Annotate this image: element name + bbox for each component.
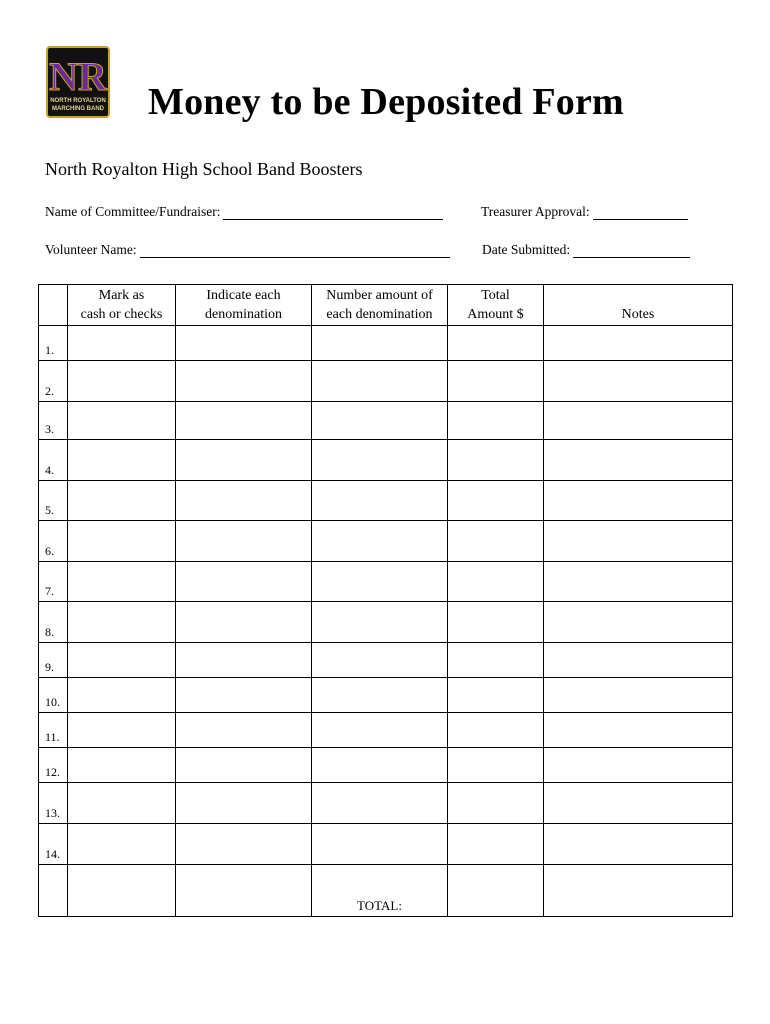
volunteer-input-line[interactable] [140, 245, 450, 258]
table-row [39, 361, 733, 402]
number-amount-cell[interactable] [312, 361, 448, 402]
cash-or-checks-cell[interactable] [68, 562, 176, 602]
cash-or-checks-cell[interactable] [68, 361, 176, 402]
denomination-cell[interactable] [176, 678, 312, 713]
row-number: 3. [39, 402, 68, 440]
committee-input-line[interactable] [223, 207, 443, 220]
denomination-cell[interactable] [176, 361, 312, 402]
notes-cell[interactable] [544, 326, 733, 361]
notes-cell[interactable] [544, 602, 733, 643]
cash-or-checks-cell[interactable] [68, 824, 176, 865]
row-number: 11. [39, 713, 68, 748]
number-amount-cell[interactable] [312, 713, 448, 748]
treasurer-field [481, 204, 688, 220]
total-amount-cell[interactable] [448, 440, 544, 481]
total-amount-header-line1: Total [481, 288, 510, 303]
total-label: TOTAL: [312, 865, 448, 917]
number-amount-cell[interactable] [312, 562, 448, 602]
total-amount-cell[interactable] [448, 643, 544, 678]
table-row [39, 713, 733, 748]
row-number-header [39, 285, 68, 326]
denomination-cell[interactable] [176, 713, 312, 748]
denomination-cell[interactable] [176, 643, 312, 678]
notes-cell[interactable] [544, 402, 733, 440]
notes-cell[interactable] [544, 643, 733, 678]
denomination-cell[interactable] [176, 602, 312, 643]
table-row [39, 326, 733, 361]
number-amount-cell[interactable] [312, 481, 448, 521]
total-amount-cell[interactable] [448, 824, 544, 865]
cash-or-checks-cell[interactable] [68, 402, 176, 440]
notes-cell[interactable] [544, 521, 733, 562]
table-row [39, 748, 733, 783]
cash-or-checks-cell[interactable] [68, 748, 176, 783]
denomination-cell[interactable] [176, 783, 312, 824]
table-row [39, 783, 733, 824]
total-amount-cell[interactable] [448, 602, 544, 643]
row-number: 13. [39, 783, 68, 824]
cash-or-checks-cell[interactable] [68, 678, 176, 713]
table-row [39, 562, 733, 602]
number-amount-cell[interactable] [312, 402, 448, 440]
date-label: Date Submitted: [482, 242, 571, 257]
row-number: 12. [39, 748, 68, 783]
table-row [39, 521, 733, 562]
logo-caption-line2: MARCHING BAND [52, 106, 104, 112]
deposit-table [38, 284, 733, 917]
total-amount-cell[interactable] [448, 562, 544, 602]
table-row [39, 402, 733, 440]
total-amount-cell[interactable] [448, 748, 544, 783]
total-amount-cell[interactable] [448, 713, 544, 748]
cash-or-checks-header [68, 285, 176, 326]
cash-or-checks-cell[interactable] [68, 783, 176, 824]
denomination-header-line1: Indicate each [206, 288, 281, 303]
total-row-number-cell [39, 865, 68, 917]
number-amount-cell[interactable] [312, 440, 448, 481]
denomination-cell[interactable] [176, 748, 312, 783]
row-number: 10. [39, 678, 68, 713]
cash-or-checks-cell[interactable] [68, 440, 176, 481]
notes-cell[interactable] [544, 562, 733, 602]
row-number: 14. [39, 824, 68, 865]
table-row [39, 440, 733, 481]
total-amount-cell[interactable] [448, 361, 544, 402]
denomination-cell[interactable] [176, 824, 312, 865]
row-number: 1. [39, 326, 68, 361]
denomination-cell[interactable] [176, 481, 312, 521]
date-field [482, 242, 690, 258]
row-number: 6. [39, 521, 68, 562]
table-row [39, 643, 733, 678]
table-header-row [39, 285, 733, 326]
logo-monogram: NR [49, 54, 107, 99]
number-amount-header-line2: each denomination [326, 307, 433, 322]
number-amount-cell[interactable] [312, 783, 448, 824]
total-amount-header-line2: Amount $ [467, 307, 524, 322]
notes-cell[interactable] [544, 783, 733, 824]
total-cash-or-checks-cell[interactable] [68, 865, 176, 917]
cash-or-checks-header-line2: cash or checks [80, 307, 163, 322]
cash-or-checks-cell[interactable] [68, 713, 176, 748]
row-number: 9. [39, 643, 68, 678]
total-amount-cell[interactable] [448, 402, 544, 440]
volunteer-field [45, 242, 450, 258]
total-amount-cell[interactable] [448, 678, 544, 713]
cash-or-checks-header-line1: Mark as [98, 288, 145, 303]
row-number: 8. [39, 602, 68, 643]
number-amount-header-line1: Number amount of [326, 288, 433, 303]
committee-label: Name of Committee/Fundraiser: [45, 204, 221, 219]
denomination-cell[interactable] [176, 521, 312, 562]
number-amount-cell[interactable] [312, 824, 448, 865]
notes-cell[interactable] [544, 748, 733, 783]
cash-or-checks-cell[interactable] [68, 326, 176, 361]
total-denomination-cell[interactable] [176, 865, 312, 917]
number-amount-header [312, 285, 448, 326]
table-row [39, 678, 733, 713]
committee-field [45, 204, 443, 220]
total-amount-cell[interactable] [448, 521, 544, 562]
total-amount-header [448, 285, 544, 326]
table-row [39, 602, 733, 643]
denomination-cell[interactable] [176, 402, 312, 440]
notes-cell[interactable] [544, 824, 733, 865]
date-input-line[interactable] [573, 245, 690, 258]
notes-cell[interactable] [544, 713, 733, 748]
total-amount-cell[interactable] [448, 326, 544, 361]
denomination-cell[interactable] [176, 326, 312, 361]
denomination-cell[interactable] [176, 562, 312, 602]
notes-cell[interactable] [544, 361, 733, 402]
form-title: Money to be Deposited Form [148, 81, 624, 123]
notes-cell[interactable] [544, 440, 733, 481]
volunteer-label: Volunteer Name: [45, 242, 137, 257]
number-amount-cell[interactable] [312, 521, 448, 562]
number-amount-cell[interactable] [312, 326, 448, 361]
denomination-header-line2: denomination [205, 307, 282, 322]
total-notes-cell[interactable] [544, 865, 733, 917]
notes-cell[interactable] [544, 481, 733, 521]
total-amount-cell[interactable] [448, 783, 544, 824]
cash-or-checks-cell[interactable] [68, 602, 176, 643]
treasurer-label: Treasurer Approval: [481, 204, 590, 219]
total-row [39, 865, 733, 917]
notes-cell[interactable] [544, 678, 733, 713]
denomination-header [176, 285, 312, 326]
table-row [39, 824, 733, 865]
row-number: 7. [39, 562, 68, 602]
organization-name: North Royalton High School Band Boosters [45, 159, 363, 179]
notes-header: Notes [544, 285, 733, 326]
number-amount-cell[interactable] [312, 643, 448, 678]
cash-or-checks-cell[interactable] [68, 481, 176, 521]
denomination-cell[interactable] [176, 440, 312, 481]
cash-or-checks-cell[interactable] [68, 521, 176, 562]
number-amount-cell[interactable] [312, 602, 448, 643]
row-number: 5. [39, 481, 68, 521]
table-row [39, 481, 733, 521]
number-amount-cell[interactable] [312, 748, 448, 783]
band-logo [46, 46, 110, 118]
number-amount-cell[interactable] [312, 678, 448, 713]
row-number: 2. [39, 361, 68, 402]
total-amount-cell[interactable] [448, 481, 544, 521]
cash-or-checks-cell[interactable] [68, 643, 176, 678]
grand-total-cell[interactable] [448, 865, 544, 917]
row-number: 4. [39, 440, 68, 481]
treasurer-input-line[interactable] [593, 207, 688, 220]
logo-caption-line1: NORTH ROYALTON [50, 98, 106, 104]
